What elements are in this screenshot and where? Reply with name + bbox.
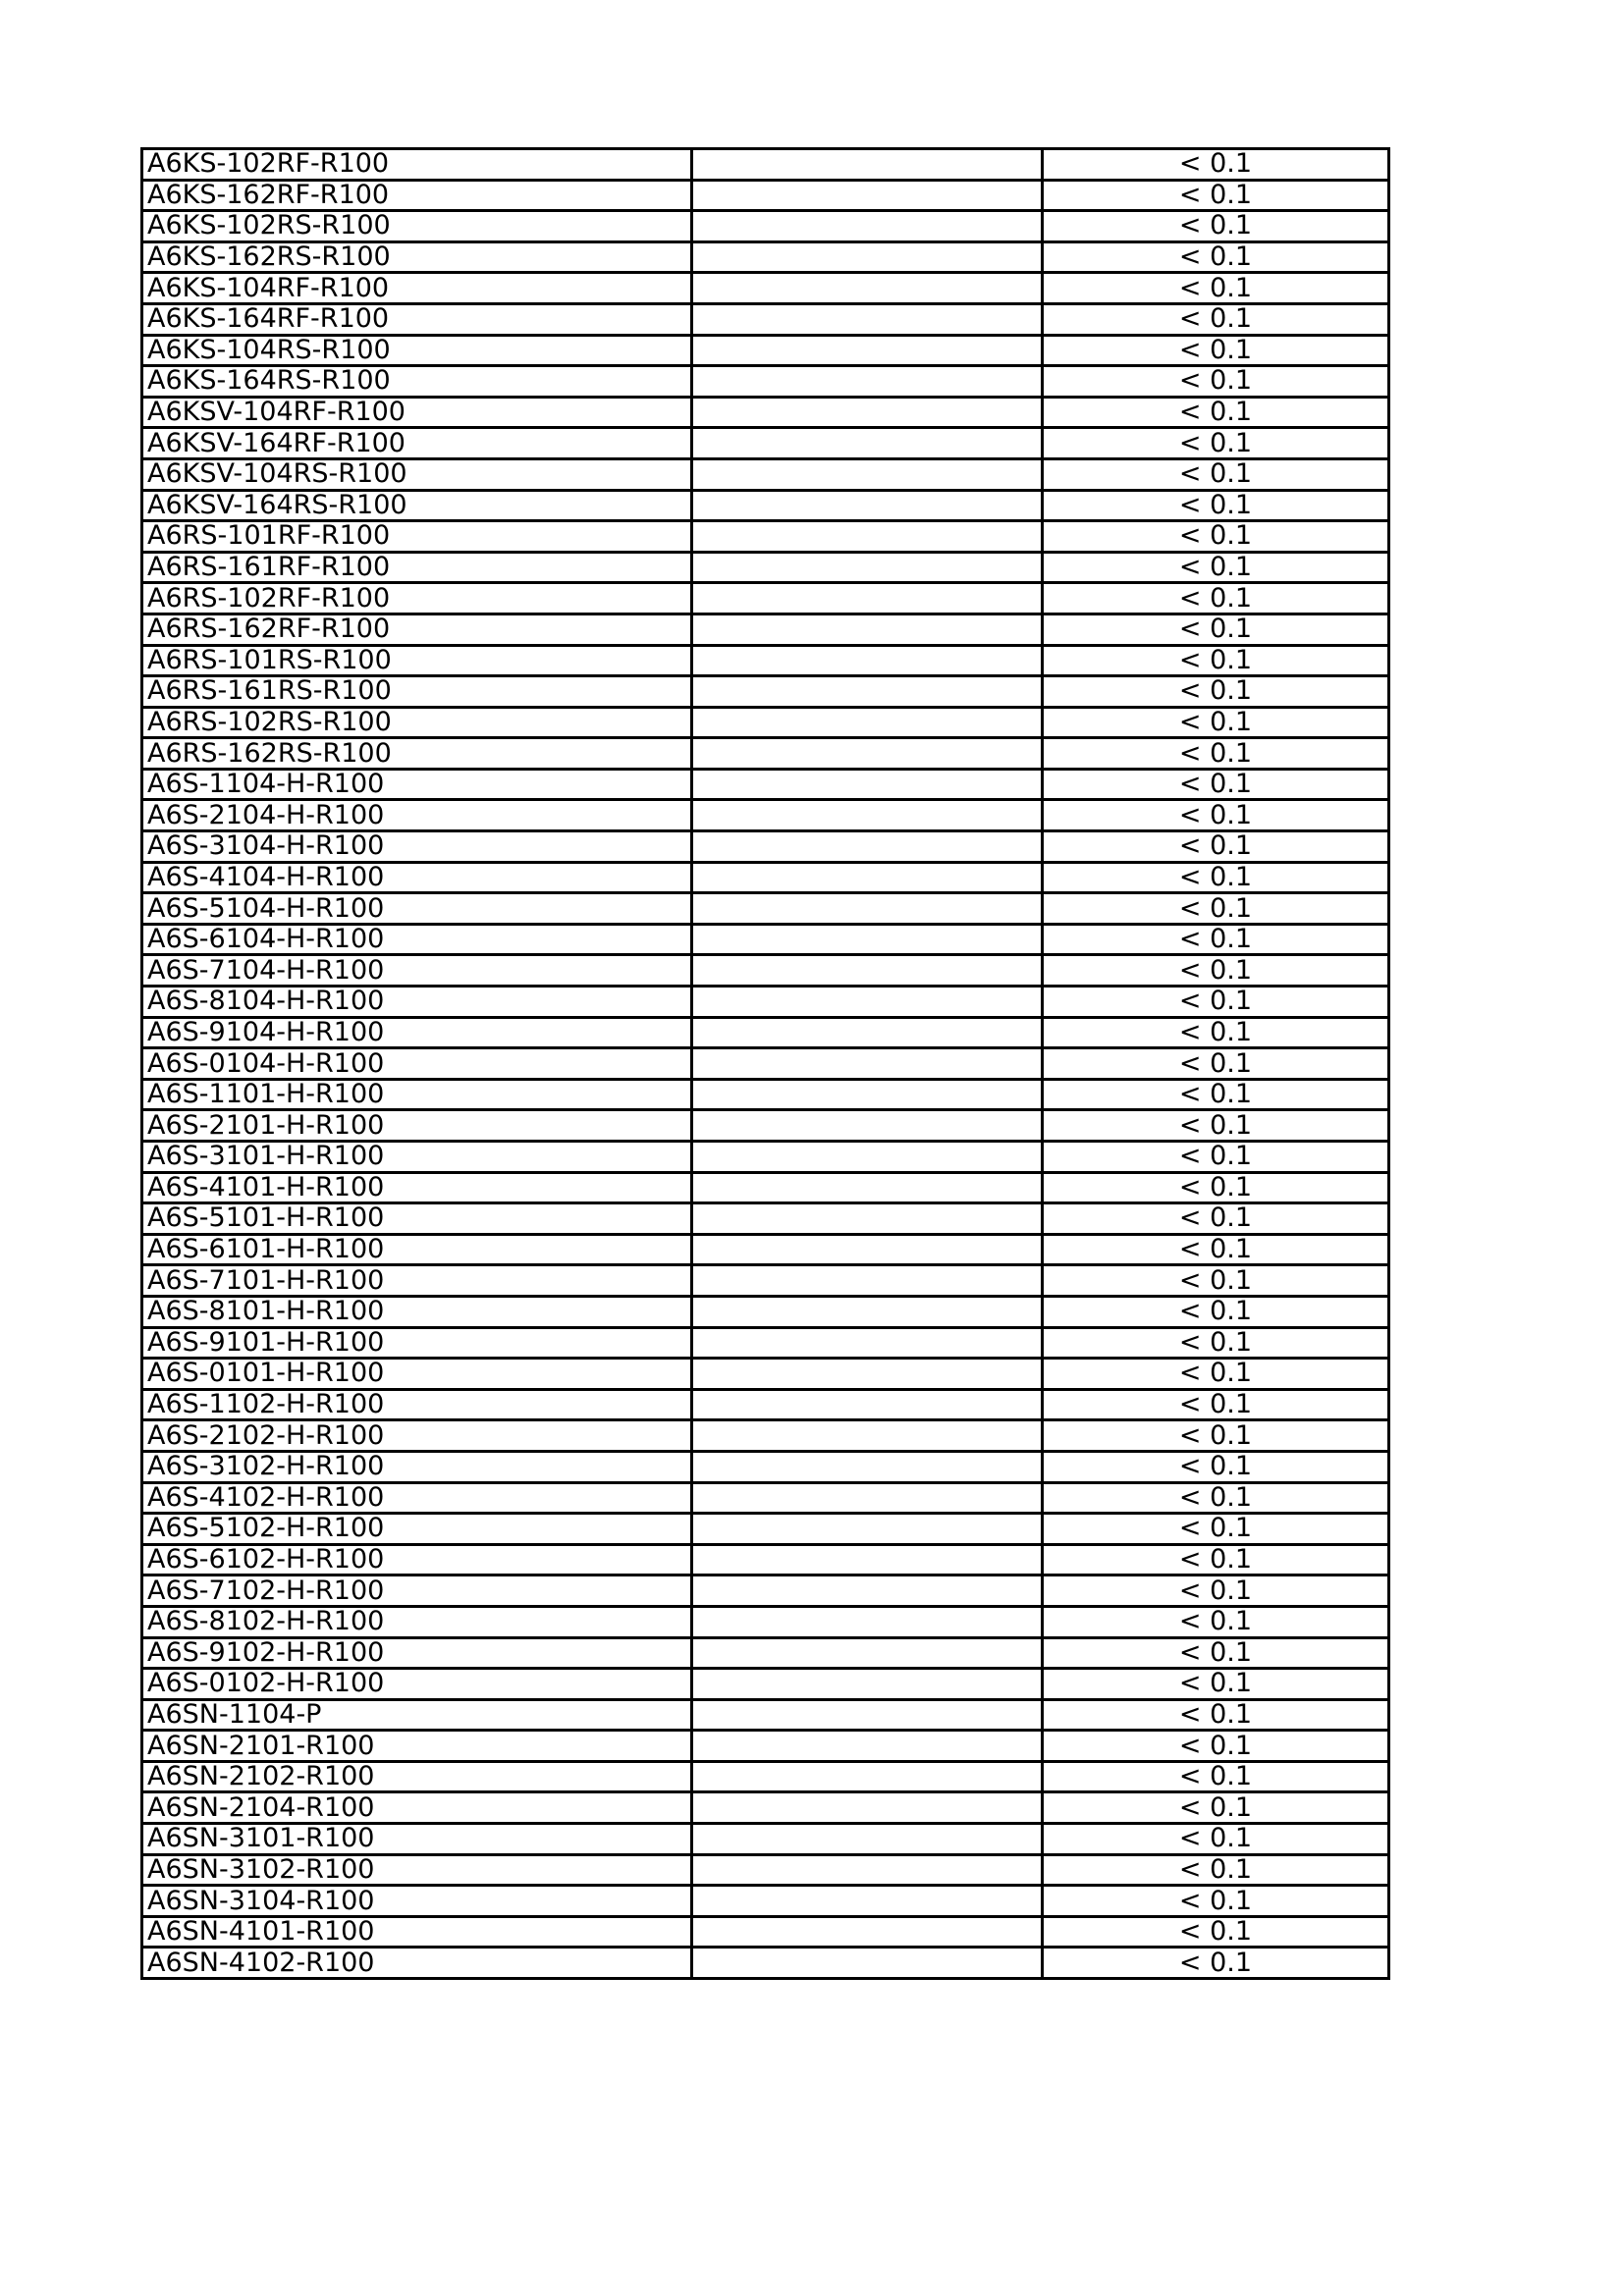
part-number-cell: A6SN-3101-R100 [142,1824,692,1855]
table-row [142,458,1389,490]
empty-cell [692,1359,1043,1390]
table-row [142,1359,1389,1390]
empty-cell [692,987,1043,1018]
table-row [142,303,1389,335]
part-number-cell: A6S-0104-H-R100 [142,1048,692,1080]
table-row [142,273,1389,304]
part-number-cell: A6S-6104-H-R100 [142,924,692,955]
part-number-cell: A6S-4102-H-R100 [142,1482,692,1514]
empty-cell [692,1296,1043,1327]
value-cell: < 0.1 [1043,1854,1389,1886]
empty-cell [692,1482,1043,1514]
part-number-cell: A6S-3104-H-R100 [142,831,692,863]
table-row [142,1079,1389,1110]
empty-cell [692,1731,1043,1762]
value-cell: < 0.1 [1043,1048,1389,1080]
value-cell: < 0.1 [1043,490,1389,521]
table-row [142,614,1389,645]
value-cell: < 0.1 [1043,1420,1389,1452]
part-number-cell: A6S-5102-H-R100 [142,1514,692,1545]
part-number-cell: A6S-9102-H-R100 [142,1637,692,1669]
value-cell: < 0.1 [1043,738,1389,770]
table-row [142,1017,1389,1048]
value-cell: < 0.1 [1043,800,1389,831]
empty-cell [692,583,1043,614]
value-cell: < 0.1 [1043,1792,1389,1824]
part-number-cell: A6S-8101-H-R100 [142,1296,692,1327]
value-cell: < 0.1 [1043,303,1389,335]
table-row [142,428,1389,459]
part-number-cell: A6KSV-104RS-R100 [142,458,692,490]
part-number-cell: A6S-8102-H-R100 [142,1606,692,1637]
table-row [142,149,1389,181]
part-number-cell: A6KS-104RF-R100 [142,273,692,304]
empty-cell [692,1699,1043,1731]
table-row [142,1172,1389,1203]
table-row [142,1948,1389,1979]
value-cell: < 0.1 [1043,1731,1389,1762]
empty-cell [692,1451,1043,1482]
part-number-cell: A6S-2104-H-R100 [142,800,692,831]
table-row [142,1296,1389,1327]
value-cell: < 0.1 [1043,241,1389,273]
empty-cell [692,149,1043,181]
empty-cell [692,366,1043,398]
part-number-cell: A6RS-102RS-R100 [142,707,692,738]
part-number-cell: A6RS-101RS-R100 [142,645,692,676]
value-cell: < 0.1 [1043,1296,1389,1327]
empty-cell [692,397,1043,428]
empty-cell [692,676,1043,708]
part-number-cell: A6S-4104-H-R100 [142,862,692,893]
part-number-cell: A6S-6101-H-R100 [142,1234,692,1265]
value-cell: < 0.1 [1043,1389,1389,1420]
value-cell: < 0.1 [1043,707,1389,738]
table-row [142,1234,1389,1265]
empty-cell [692,1948,1043,1979]
part-number-cell: A6SN-2101-R100 [142,1731,692,1762]
table-row [142,1327,1389,1359]
part-number-cell: A6S-4101-H-R100 [142,1172,692,1203]
parts-table-body [142,149,1389,1979]
part-number-cell: A6SN-4101-R100 [142,1916,692,1948]
value-cell: < 0.1 [1043,1606,1389,1637]
part-number-cell: A6S-7101-H-R100 [142,1265,692,1297]
value-cell: < 0.1 [1043,862,1389,893]
part-number-cell: A6S-9101-H-R100 [142,1327,692,1359]
part-number-cell: A6S-8104-H-R100 [142,987,692,1018]
part-number-cell: A6SN-2102-R100 [142,1761,692,1792]
value-cell: < 0.1 [1043,1017,1389,1048]
part-number-cell: A6RS-101RF-R100 [142,521,692,553]
value-cell: < 0.1 [1043,645,1389,676]
part-number-cell: A6S-5104-H-R100 [142,893,692,925]
table-row [142,366,1389,398]
table-row [142,1451,1389,1482]
table-row [142,241,1389,273]
empty-cell [692,335,1043,366]
empty-cell [692,1575,1043,1607]
part-number-cell: A6SN-2104-R100 [142,1792,692,1824]
parts-table [140,147,1390,1980]
table-row [142,490,1389,521]
empty-cell [692,831,1043,863]
part-number-cell: A6S-1101-H-R100 [142,1079,692,1110]
table-row [142,1482,1389,1514]
empty-cell [692,1265,1043,1297]
empty-cell [692,1142,1043,1173]
value-cell: < 0.1 [1043,1265,1389,1297]
value-cell: < 0.1 [1043,521,1389,553]
value-cell: < 0.1 [1043,552,1389,583]
table-row [142,769,1389,800]
empty-cell [692,707,1043,738]
value-cell: < 0.1 [1043,1482,1389,1514]
part-number-cell: A6S-1102-H-R100 [142,1389,692,1420]
value-cell: < 0.1 [1043,335,1389,366]
table-row [142,1142,1389,1173]
empty-cell [692,521,1043,553]
table-row [142,583,1389,614]
table-row [142,397,1389,428]
empty-cell [692,1203,1043,1235]
value-cell: < 0.1 [1043,614,1389,645]
empty-cell [692,1761,1043,1792]
part-number-cell: A6S-0102-H-R100 [142,1669,692,1700]
part-number-cell: A6RS-162RF-R100 [142,614,692,645]
part-number-cell: A6KSV-164RF-R100 [142,428,692,459]
empty-cell [692,303,1043,335]
empty-cell [692,738,1043,770]
table-row [142,893,1389,925]
empty-cell [692,893,1043,925]
table-row [142,1637,1389,1669]
value-cell: < 0.1 [1043,583,1389,614]
empty-cell [692,862,1043,893]
value-cell: < 0.1 [1043,1079,1389,1110]
part-number-cell: A6KS-162RS-R100 [142,241,692,273]
part-number-cell: A6KS-102RF-R100 [142,149,692,181]
empty-cell [692,769,1043,800]
value-cell: < 0.1 [1043,1359,1389,1390]
value-cell: < 0.1 [1043,987,1389,1018]
empty-cell [692,552,1043,583]
table-row [142,521,1389,553]
empty-cell [692,1544,1043,1575]
empty-cell [692,1389,1043,1420]
part-number-cell: A6KS-104RS-R100 [142,335,692,366]
value-cell: < 0.1 [1043,1544,1389,1575]
empty-cell [692,800,1043,831]
part-number-cell: A6S-3102-H-R100 [142,1451,692,1482]
table-row [142,1048,1389,1080]
value-cell: < 0.1 [1043,1203,1389,1235]
part-number-cell: A6KSV-104RF-R100 [142,397,692,428]
table-row [142,1792,1389,1824]
empty-cell [692,211,1043,242]
table-row [142,1886,1389,1917]
value-cell: < 0.1 [1043,1142,1389,1173]
empty-cell [692,1172,1043,1203]
empty-cell [692,1514,1043,1545]
part-number-cell: A6S-9104-H-R100 [142,1017,692,1048]
table-row [142,1389,1389,1420]
part-number-cell: A6KSV-164RS-R100 [142,490,692,521]
value-cell: < 0.1 [1043,1669,1389,1700]
table-row [142,1669,1389,1700]
table-row [142,831,1389,863]
table-row [142,1420,1389,1452]
value-cell: < 0.1 [1043,1327,1389,1359]
part-number-cell: A6S-5101-H-R100 [142,1203,692,1235]
empty-cell [692,924,1043,955]
value-cell: < 0.1 [1043,924,1389,955]
value-cell: < 0.1 [1043,211,1389,242]
value-cell: < 0.1 [1043,1234,1389,1265]
value-cell: < 0.1 [1043,769,1389,800]
table-row [142,1916,1389,1948]
empty-cell [692,490,1043,521]
empty-cell [692,1017,1043,1048]
value-cell: < 0.1 [1043,149,1389,181]
part-number-cell: A6SN-4102-R100 [142,1948,692,1979]
value-cell: < 0.1 [1043,366,1389,398]
table-row [142,707,1389,738]
table-row [142,1606,1389,1637]
table-row [142,1824,1389,1855]
value-cell: < 0.1 [1043,273,1389,304]
table-row [142,1854,1389,1886]
part-number-cell: A6RS-162RS-R100 [142,738,692,770]
value-cell: < 0.1 [1043,1110,1389,1142]
part-number-cell: A6S-3101-H-R100 [142,1142,692,1173]
value-cell: < 0.1 [1043,1916,1389,1948]
part-number-cell: A6RS-161RS-R100 [142,676,692,708]
table-row [142,924,1389,955]
part-number-cell: A6S-2101-H-R100 [142,1110,692,1142]
empty-cell [692,241,1043,273]
table-row [142,645,1389,676]
table-row [142,1110,1389,1142]
part-number-cell: A6S-6102-H-R100 [142,1544,692,1575]
empty-cell [692,1637,1043,1669]
table-row [142,211,1389,242]
table-row [142,676,1389,708]
empty-cell [692,458,1043,490]
part-number-cell: A6S-2102-H-R100 [142,1420,692,1452]
part-number-cell: A6S-7102-H-R100 [142,1575,692,1607]
table-row [142,1203,1389,1235]
empty-cell [692,1916,1043,1948]
table-row [142,862,1389,893]
value-cell: < 0.1 [1043,180,1389,211]
value-cell: < 0.1 [1043,1637,1389,1669]
table-row [142,987,1389,1018]
value-cell: < 0.1 [1043,1948,1389,1979]
table-row [142,335,1389,366]
part-number-cell: A6S-1104-H-R100 [142,769,692,800]
empty-cell [692,1079,1043,1110]
value-cell: < 0.1 [1043,893,1389,925]
table-row [142,738,1389,770]
value-cell: < 0.1 [1043,397,1389,428]
value-cell: < 0.1 [1043,676,1389,708]
value-cell: < 0.1 [1043,1172,1389,1203]
part-number-cell: A6RS-102RF-R100 [142,583,692,614]
value-cell: < 0.1 [1043,1824,1389,1855]
part-number-cell: A6KS-164RS-R100 [142,366,692,398]
empty-cell [692,1792,1043,1824]
empty-cell [692,614,1043,645]
table-row [142,1544,1389,1575]
table-row [142,1731,1389,1762]
table-row [142,955,1389,987]
table-row [142,1514,1389,1545]
part-number-cell: A6S-7104-H-R100 [142,955,692,987]
empty-cell [692,1606,1043,1637]
table-row [142,1265,1389,1297]
part-number-cell: A6KS-162RF-R100 [142,180,692,211]
value-cell: < 0.1 [1043,1761,1389,1792]
part-number-cell: A6KS-102RS-R100 [142,211,692,242]
empty-cell [692,1854,1043,1886]
empty-cell [692,1110,1043,1142]
part-number-cell: A6KS-164RF-R100 [142,303,692,335]
table-row [142,1699,1389,1731]
value-cell: < 0.1 [1043,458,1389,490]
empty-cell [692,428,1043,459]
empty-cell [692,1420,1043,1452]
value-cell: < 0.1 [1043,831,1389,863]
empty-cell [692,1824,1043,1855]
part-number-cell: A6SN-3102-R100 [142,1854,692,1886]
value-cell: < 0.1 [1043,1451,1389,1482]
empty-cell [692,645,1043,676]
value-cell: < 0.1 [1043,1514,1389,1545]
table-row [142,180,1389,211]
value-cell: < 0.1 [1043,955,1389,987]
empty-cell [692,1669,1043,1700]
table-row [142,1575,1389,1607]
table-row [142,800,1389,831]
empty-cell [692,273,1043,304]
part-number-cell: A6RS-161RF-R100 [142,552,692,583]
table-row [142,1761,1389,1792]
value-cell: < 0.1 [1043,428,1389,459]
empty-cell [692,1886,1043,1917]
part-number-cell: A6SN-1104-P [142,1699,692,1731]
empty-cell [692,1327,1043,1359]
empty-cell [692,1048,1043,1080]
part-number-cell: A6S-0101-H-R100 [142,1359,692,1390]
value-cell: < 0.1 [1043,1699,1389,1731]
empty-cell [692,180,1043,211]
value-cell: < 0.1 [1043,1886,1389,1917]
part-number-cell: A6SN-3104-R100 [142,1886,692,1917]
empty-cell [692,1234,1043,1265]
value-cell: < 0.1 [1043,1575,1389,1607]
empty-cell [692,955,1043,987]
table-row [142,552,1389,583]
